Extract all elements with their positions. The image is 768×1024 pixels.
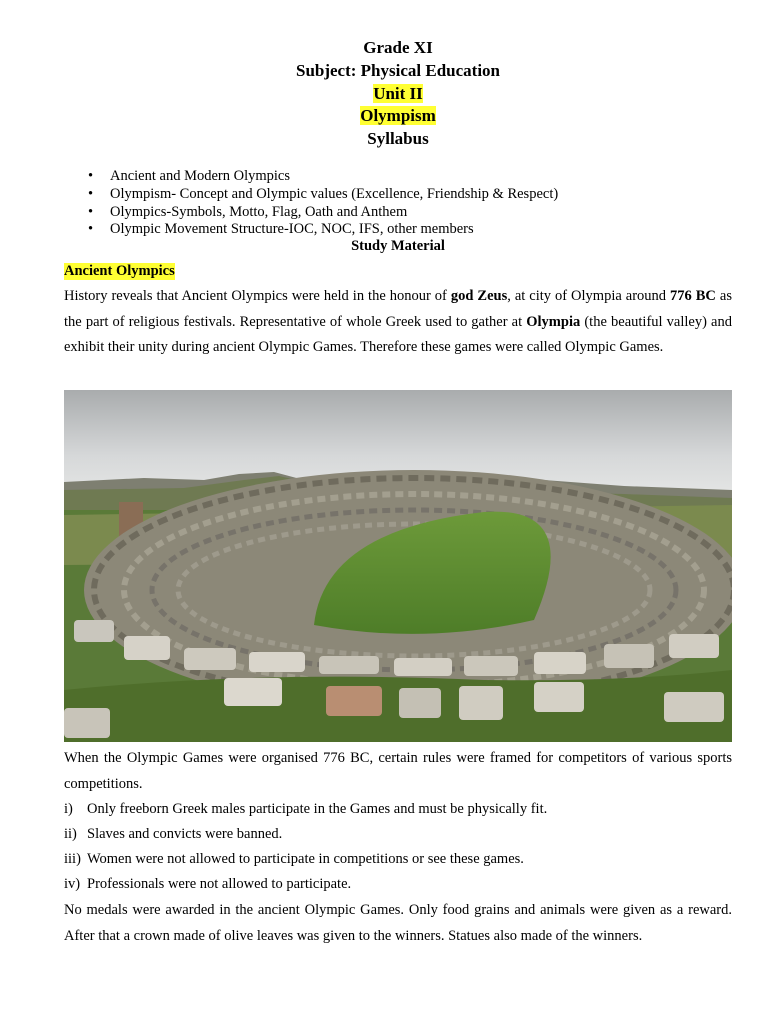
subject-heading: Subject: Physical Education: [295, 61, 501, 80]
study-material-heading: Study Material: [351, 238, 445, 254]
rules-intro-paragraph: When the Olympic Games were organised 776 BC, certain rules were framed for competitors of various sports competitions.: [64, 750, 732, 792]
unit-highlight: Unit II: [373, 84, 423, 103]
syllabus-heading: Syllabus: [367, 129, 429, 148]
grade-heading: Grade XI: [363, 38, 433, 57]
bold-term: god Zeus: [450, 288, 508, 304]
rule-number: iii): [64, 851, 81, 867]
topic-highlight: Olympism: [360, 106, 436, 125]
rule-number: iv): [64, 876, 81, 892]
rule-text: Slaves and convicts were banned.: [87, 826, 283, 842]
rule-item: [64, 872, 351, 898]
rule-item: [64, 797, 547, 823]
rule-item: [64, 822, 282, 848]
syllabus-list: [86, 168, 558, 239]
bold-term: Olympia: [526, 313, 581, 330]
unit-heading: [0, 84, 768, 104]
bold-term: 776 BC: [670, 288, 716, 304]
intro-paragraph: History reveals that Ancient Olympics were held in the honour of god Zeus, at city of Olympia around 776 BC as the part of religious festivals. Representative of whole Greek used to gather at Olympia (the beautiful valley) and exhibit their unity during ancient Olympic Games. Therefore these games were called Olympic Games.: [64, 288, 732, 355]
closing-paragraph: No medals were awarded in the ancient Olympic Games. Only food grains and animals were given as a reward. After that a crown made of olive leaves was given to the winners. Statues also made of the winners.: [64, 902, 732, 944]
rule-text: Only freeborn Greek males participate in the Games and must be physically fit.: [87, 801, 548, 817]
ancient-stadium-photo: [64, 390, 732, 742]
syllabus-item: • Ancient and Modern Olympics: [86, 168, 558, 186]
syllabus-item: • Olympism- Concept and Olympic values (Excellence, Friendship & Respect): [86, 186, 558, 204]
rule-number: i): [64, 801, 73, 817]
rule-item: [64, 847, 524, 873]
rule-text: Women were not allowed to participate in competitions or see these games.: [87, 851, 524, 867]
rule-text: Professionals were not allowed to participate.: [87, 876, 352, 892]
syllabus-item: • Olympics-Symbols, Motto, Flag, Oath and Anthem: [86, 204, 558, 222]
section-title: Ancient Olympics: [64, 263, 175, 279]
topic-heading: [0, 106, 768, 126]
syllabus-item: • Olympic Movement Structure-IOC, NOC, IFS, other members: [86, 221, 558, 239]
rule-number: ii): [64, 826, 77, 842]
